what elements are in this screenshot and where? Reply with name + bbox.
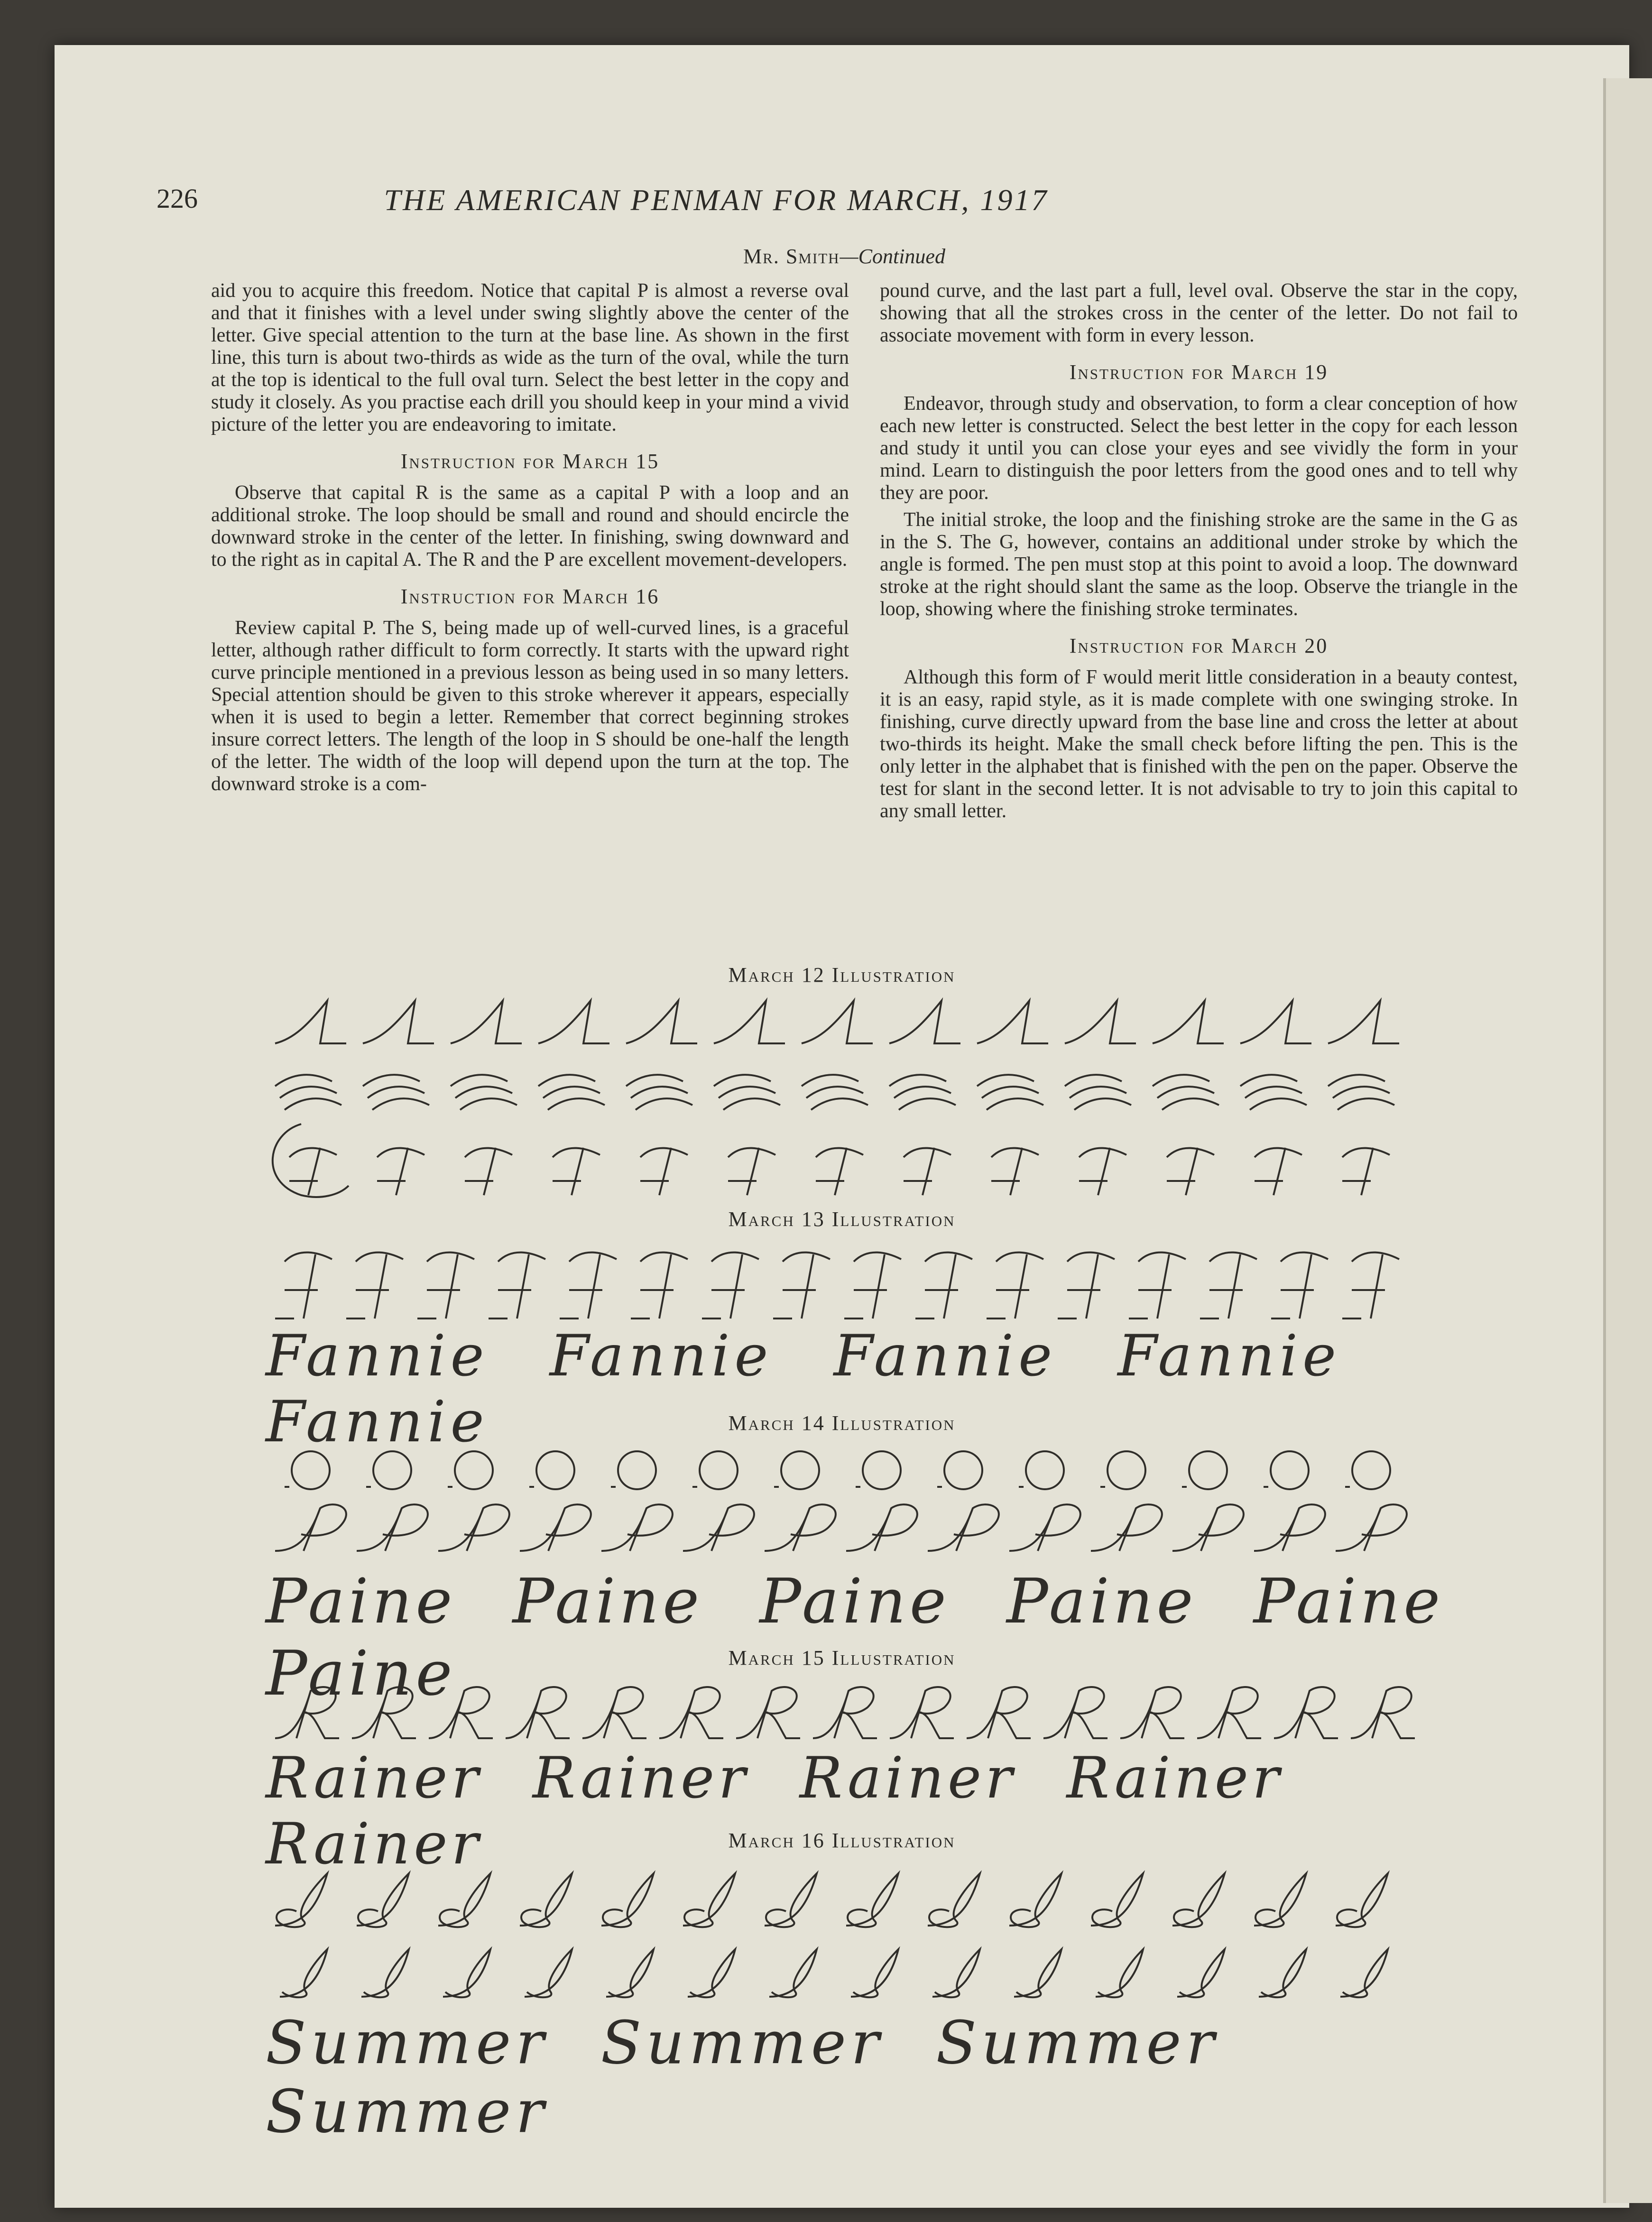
march-12-drill <box>266 991 1451 1214</box>
march-16-word-row <box>266 2009 1499 2146</box>
s-form <box>275 1873 327 1927</box>
script-word: Paine <box>266 1565 456 1637</box>
s-form <box>765 1873 817 1927</box>
oval-drill <box>856 1451 901 1489</box>
p-form <box>1091 1504 1162 1551</box>
wave-stroke <box>802 1075 868 1110</box>
s-form <box>438 1873 490 1927</box>
script-word: Rainer <box>266 1745 482 1811</box>
oval-drill <box>448 1451 493 1489</box>
march-16-drill <box>266 1869 1451 2006</box>
oval-drill <box>529 1451 574 1489</box>
script-word: Rainer <box>799 1745 1016 1811</box>
wave-stroke <box>714 1075 780 1110</box>
oval-drill <box>366 1451 411 1489</box>
f-form <box>1079 1148 1126 1195</box>
f-form <box>1167 1148 1214 1195</box>
left-column <box>211 280 849 800</box>
script-word: Fannie <box>266 1323 489 1389</box>
r-form <box>582 1687 646 1738</box>
s-form <box>357 1873 409 1927</box>
s-form <box>1014 1949 1061 1997</box>
script-word: Rainer <box>532 1745 749 1811</box>
s-form <box>932 1949 980 1997</box>
paragraph: aid you to acquire this freedom. Notice that capital P is almost a reverse oval and that it finishes with a level under swing slightly above the center of the letter. Give special attention to the turn at the base line. As shown in the first line, this turn is about two-thirds as wide as the turn of the oval, while the turn at the top is identical to the full oval turn. Select the best letter in the copy and study it closely. As you practise each drill you should keep in your mind a vivid picture of the letter you are endeavoring to imitate. <box>211 280 849 435</box>
oval-drill <box>1100 1451 1145 1489</box>
script-word: Paine <box>1006 1565 1197 1637</box>
s-form <box>280 1949 327 1997</box>
section-heading: Instruction for March 20 <box>1069 634 1329 657</box>
script-word: Paine <box>1253 1565 1444 1637</box>
f-form <box>275 1253 332 1318</box>
s-form <box>1254 1873 1306 1927</box>
script-word: Fannie <box>1117 1323 1341 1389</box>
wave-stroke <box>977 1075 1043 1110</box>
slant-stroke <box>889 1001 960 1043</box>
f-form <box>1342 1148 1390 1195</box>
f-form <box>465 1148 512 1195</box>
slant-stroke <box>1328 1001 1399 1043</box>
f-form <box>640 1148 688 1195</box>
r-form <box>1043 1687 1107 1738</box>
r-form <box>506 1687 570 1738</box>
p-form <box>683 1504 754 1551</box>
r-form <box>352 1687 416 1738</box>
p-form <box>846 1504 917 1551</box>
section-heading: Instruction for March 15 <box>400 450 660 473</box>
march-15-word-row <box>266 1745 1499 1877</box>
script-word: Rainer <box>266 1811 482 1877</box>
paragraph: pound curve, and the last part a full, level oval. Observe the star in the copy, showing that all the strokes cross in the center of the letter. Do not fail to associate movement with form in every lesson. <box>880 280 1518 346</box>
continuation-suffix: —Continued <box>840 245 945 268</box>
r-form <box>1274 1687 1338 1738</box>
oval-drill <box>1345 1451 1390 1489</box>
paragraph: Review capital P. The S, being made up of well-curved lines, is a graceful letter, although rather difficult to form correctly. It starts with the upward right curve principle mentioned in a previous lesson as being used in so many letters. Special attention should be given to this stroke wherever it appears, especially when it is used to begin a letter. Remember that correct beginning strokes insure correct letters. The length of the loop in S should be one-half the length of the letter. The width of the loop will depend upon the turn at the top. The downward stroke is a com- <box>211 617 849 795</box>
slant-stroke <box>977 1001 1048 1043</box>
wave-stroke <box>626 1075 692 1110</box>
r-form <box>1197 1687 1261 1738</box>
slant-stroke <box>1153 1001 1224 1043</box>
p-form <box>1254 1504 1325 1551</box>
s-form <box>769 1949 817 1997</box>
s-form <box>851 1949 898 1997</box>
script-word: Summer <box>600 2009 884 2077</box>
f-form <box>816 1148 863 1195</box>
f-form <box>289 1148 337 1195</box>
section-heading: Instruction for March 19 <box>1069 360 1329 384</box>
running-head: THE AMERICAN PENMAN FOR MARCH, 1917 <box>384 183 1049 217</box>
r-form <box>275 1687 339 1738</box>
illustration-title: March 12 Illustration <box>728 963 956 987</box>
script-word: Paine <box>266 1637 456 1709</box>
wave-stroke <box>538 1075 605 1110</box>
r-form <box>1120 1687 1184 1738</box>
f-form <box>1342 1253 1399 1318</box>
oval-drill <box>285 1451 330 1489</box>
adjacent-page-edge <box>1603 78 1652 2203</box>
s-form <box>928 1873 980 1927</box>
oval-drill <box>611 1451 656 1489</box>
s-form <box>601 1873 654 1927</box>
slant-stroke <box>1065 1001 1136 1043</box>
script-word: Summer <box>936 2009 1219 2077</box>
oval-drill <box>937 1451 982 1489</box>
s-form <box>520 1873 572 1927</box>
slant-stroke <box>1240 1001 1311 1043</box>
paragraph: Observe that capital R is the same as a capital P with a loop and an additional stroke. The loop should be small and round and should encircle the downward stroke in the center of the letter. In finishing, swing downward and to the right as in capital A. The R and the P are excellent movement-developers. <box>211 482 849 571</box>
oval-drill <box>1019 1451 1064 1489</box>
r-form <box>736 1687 800 1738</box>
paragraph: Endeavor, through study and observation, to form a clear conception of how each new letter is constructed. Select the best letter in the copy for each lesson and study it until you can close your eyes and see vividly the form in your mind. Learn to distinguish the poor letters from the good ones and to tell why they are poor. <box>880 393 1518 504</box>
s-form <box>606 1949 654 1997</box>
oval-drill <box>774 1451 819 1489</box>
march-13-word-row <box>266 1323 1499 1455</box>
wave-stroke <box>1328 1075 1394 1110</box>
f-form <box>1200 1253 1257 1318</box>
s-form <box>1259 1949 1306 1997</box>
oval-drill <box>1182 1451 1227 1489</box>
f-form <box>844 1253 901 1318</box>
f-form <box>1129 1253 1186 1318</box>
slant-stroke <box>275 1001 346 1043</box>
r-form <box>890 1687 954 1738</box>
wave-stroke <box>1240 1075 1307 1110</box>
r-form <box>1351 1687 1415 1738</box>
script-word: Fannie <box>833 1323 1057 1389</box>
f-form <box>489 1253 545 1318</box>
slant-stroke <box>363 1001 434 1043</box>
script-word: Paine <box>759 1565 950 1637</box>
f-form <box>773 1253 830 1318</box>
p-form <box>928 1504 999 1551</box>
f-form <box>1058 1253 1115 1318</box>
illustration-title: March 14 Illustration <box>728 1411 956 1435</box>
f-form <box>560 1253 617 1318</box>
p-form <box>1336 1504 1407 1551</box>
illustration-title: March 16 Illustration <box>728 1829 956 1852</box>
slant-stroke <box>714 1001 785 1043</box>
p-form <box>275 1504 346 1551</box>
s-form <box>846 1873 898 1927</box>
p-form <box>765 1504 836 1551</box>
slant-stroke <box>538 1001 609 1043</box>
r-form <box>967 1687 1031 1738</box>
march-14-drill <box>266 1442 1451 1556</box>
wave-stroke <box>1153 1075 1219 1110</box>
r-form <box>813 1687 877 1738</box>
illustration-title: March 15 Illustration <box>728 1646 956 1669</box>
s-form <box>1172 1873 1225 1927</box>
s-form <box>1096 1949 1143 1997</box>
p-form <box>357 1504 428 1551</box>
f-form <box>915 1253 972 1318</box>
wave-stroke <box>451 1075 517 1110</box>
f-form <box>417 1253 474 1318</box>
march-13-drill <box>266 1243 1451 1328</box>
r-form <box>659 1687 723 1738</box>
p-form <box>1009 1504 1080 1551</box>
s-form <box>1336 1873 1388 1927</box>
s-form <box>525 1949 572 1997</box>
script-word: Fannie <box>266 1389 489 1455</box>
s-form <box>688 1949 735 1997</box>
f-form <box>346 1253 403 1318</box>
illustration-title: March 13 Illustration <box>728 1208 956 1231</box>
section-heading: Instruction for March 16 <box>400 585 660 608</box>
p-form <box>601 1504 673 1551</box>
f-form <box>377 1148 425 1195</box>
f-form <box>1271 1253 1328 1318</box>
oval-drill <box>1264 1451 1309 1489</box>
p-form <box>1172 1504 1244 1551</box>
f-form <box>728 1148 775 1195</box>
s-form <box>443 1949 490 1997</box>
f-form <box>553 1148 600 1195</box>
f-form <box>1255 1148 1302 1195</box>
wave-stroke <box>363 1075 429 1110</box>
s-form <box>1009 1873 1061 1927</box>
continuation-name: Mr. Smith <box>743 245 840 268</box>
wave-stroke <box>275 1075 341 1110</box>
f-form <box>904 1148 951 1195</box>
s-form <box>683 1873 735 1927</box>
script-word: Summer <box>266 2009 549 2077</box>
continuation-heading <box>583 244 1105 268</box>
page-number: 226 <box>157 183 198 214</box>
s-form <box>1340 1949 1388 1997</box>
f-form <box>702 1253 759 1318</box>
page-header <box>157 183 1276 216</box>
paragraph: The initial stroke, the loop and the finishing stroke are the same in the G as in the S. The G, however, contains an additional under stroke by which the angle is formed. The pen must stop at this point to avoid a loop. The downward stroke at the right should slant the same as the loop. Observe the triangle in the loop, showing where the finishing stroke terminates. <box>880 509 1518 620</box>
paragraph: Although this form of F would merit little consideration in a beauty contest, it is an easy, rapid style, as it is made complete with one swinging stroke. In finishing, curve directly upward from the base line and cross the letter at about two-thirds its height. Make the small check before lifting the pen. This is the only letter in the alphabet that is finished with the pen on the paper. Observe the test for slant in the second letter. It is not advisable to try to join this capital to any small letter. <box>880 666 1518 822</box>
script-word: Summer <box>266 2077 549 2146</box>
wave-stroke <box>1065 1075 1131 1110</box>
p-form <box>438 1504 509 1551</box>
s-form <box>1177 1949 1225 1997</box>
wave-stroke <box>889 1075 956 1110</box>
s-form <box>1091 1873 1143 1927</box>
p-form <box>520 1504 591 1551</box>
slant-stroke <box>802 1001 873 1043</box>
s-form <box>361 1949 409 1997</box>
f-form <box>991 1148 1039 1195</box>
right-column <box>880 280 1518 827</box>
f-form <box>631 1253 688 1318</box>
script-word: Paine <box>512 1565 703 1637</box>
script-word: Rainer <box>1066 1745 1283 1811</box>
f-form <box>987 1253 1043 1318</box>
march-15-drill <box>266 1681 1451 1748</box>
slant-stroke <box>451 1001 522 1043</box>
oval-drill <box>692 1451 738 1489</box>
slant-stroke <box>626 1001 697 1043</box>
r-form <box>429 1687 493 1738</box>
script-word: Fannie <box>549 1323 773 1389</box>
